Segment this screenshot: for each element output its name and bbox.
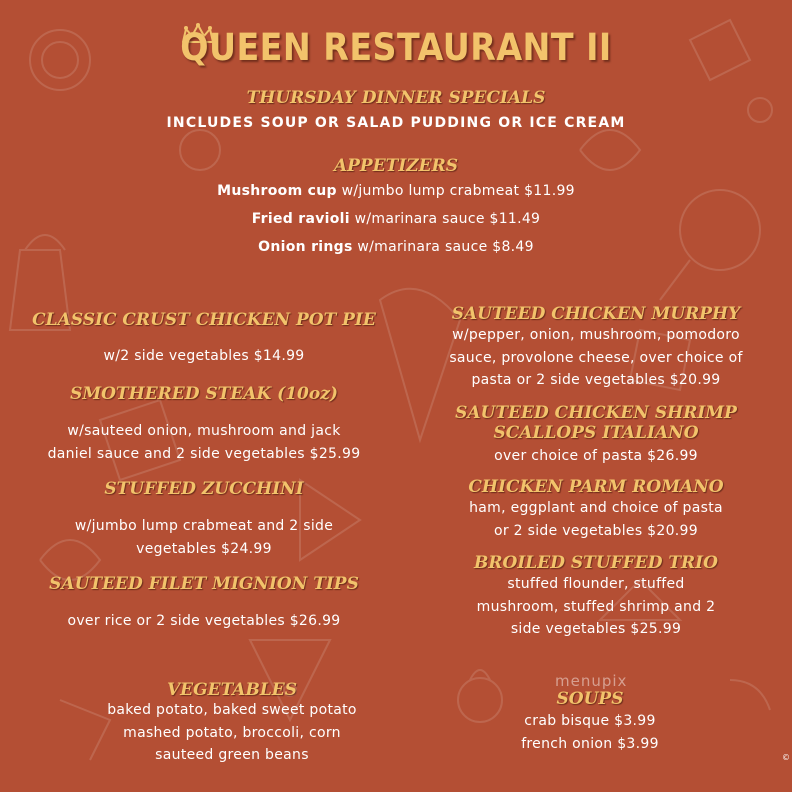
item-heading-trio: BROILED STUFFED TRIO <box>474 553 718 573</box>
appetizers-heading: APPETIZERS <box>333 156 459 176</box>
item-heading-zucchini: STUFFED ZUCCHINI <box>104 479 304 499</box>
item-heading-parm: CHICKEN PARM ROMANO <box>468 477 724 497</box>
watermark: menupix <box>555 672 628 690</box>
item-heading-pot-pie: CLASSIC CRUST CHICKEN POT PIE <box>32 310 376 330</box>
item-desc-parm: ham, eggplant and choice of pasta or 2 side vegetables $20.99 <box>469 500 723 539</box>
specials-includes: INCLUDES SOUP OR SALAD PUDDING OR ICE CREAM <box>166 115 626 131</box>
item-desc-trio: stuffed flounder, stuffed mushroom, stuffed shrimp and 2 side vegetables $25.99 <box>476 576 716 637</box>
item-desc-murphy: w/pepper, onion, mushroom, pomodoro sauce, provolone cheese, over choice of pasta or 2 side vegetables $20.99 <box>449 327 743 388</box>
vegetables-heading: VEGETABLES <box>166 680 298 700</box>
item-heading-murphy: SAUTEED CHICKEN MURPHY <box>451 304 741 324</box>
soups-list: crab bisque $3.99 french onion $3.99 <box>521 713 659 752</box>
item-heading-italiano: SAUTEED CHICKEN SHRIMP SCALLOPS ITALIANO <box>455 403 737 443</box>
soups-heading: SOUPS <box>556 689 624 709</box>
item-desc-steak: w/sauteed onion, mushroom and jack daniel sauce and 2 side vegetables $25.99 <box>47 423 361 462</box>
restaurant-title: QUEEN RESTAURANT II <box>180 26 612 69</box>
item-desc-italiano: over choice of pasta $26.99 <box>494 448 698 464</box>
appetizer-item: Onion rings w/marinara sauce $8.49 <box>258 239 534 255</box>
item-desc-pot-pie: w/2 side vegetables $14.99 <box>103 348 305 364</box>
item-desc-filet: over rice or 2 side vegetables $26.99 <box>67 613 341 629</box>
appetizer-item: Fried ravioli w/marinara sauce $11.49 <box>251 211 541 227</box>
vegetables-list: baked potato, baked sweet potato mashed potato, broccoli, corn sauteed green beans <box>107 702 357 763</box>
specials-heading: THURSDAY DINNER SPECIALS <box>246 88 546 108</box>
item-heading-steak: SMOTHERED STEAK (10oz) <box>70 384 338 404</box>
item-heading-filet: SAUTEED FILET MIGNION TIPS <box>49 574 359 594</box>
corner-mark: © <box>782 753 790 762</box>
appetizer-item: Mushroom cup w/jumbo lump crabmeat $11.99 <box>217 183 575 199</box>
item-desc-zucchini: w/jumbo lump crabmeat and 2 side vegetables $24.99 <box>74 518 334 557</box>
appetizers-list <box>0 177 792 261</box>
